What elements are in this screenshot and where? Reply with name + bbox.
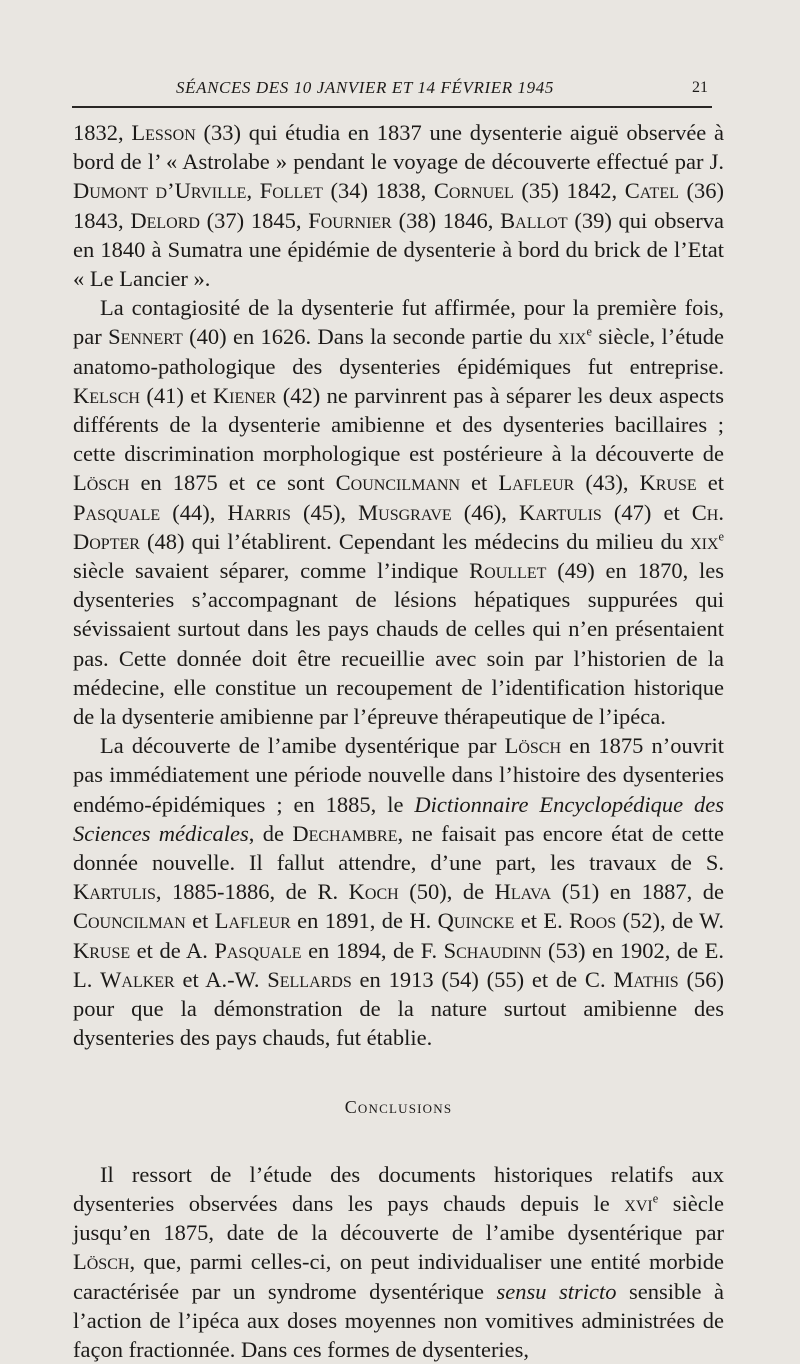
superscript: e bbox=[652, 1191, 659, 1206]
conclusion-paragraph bbox=[73, 1160, 724, 1364]
text-run: et bbox=[460, 470, 499, 496]
text-run: et A.-W. bbox=[174, 966, 268, 992]
author-name: Lösch bbox=[73, 470, 130, 496]
author-name: Quincke bbox=[437, 908, 515, 934]
text-run: (43), bbox=[574, 470, 640, 496]
author-name: Kruse bbox=[73, 937, 131, 963]
author-name: Ch. Dopter bbox=[73, 499, 724, 554]
text-run: (41) et bbox=[139, 382, 213, 408]
author-name: Roullet bbox=[469, 558, 547, 584]
author-name: Cornuel bbox=[433, 178, 514, 204]
superscript: e bbox=[718, 529, 724, 544]
text-run: (46), bbox=[451, 499, 519, 525]
author-name: Ballot bbox=[500, 207, 568, 233]
author-name: Harris bbox=[227, 499, 291, 525]
text-run: (50), de bbox=[398, 879, 495, 905]
text-run: en 1875 et ce sont bbox=[129, 470, 336, 496]
text-run: Il ressort de l’étude des documents historiques relatifs aux dysenteries observées dans les pays chauds depuis le bbox=[73, 1161, 724, 1216]
text-run: et de A. bbox=[130, 937, 215, 963]
text-run: (52), de W. bbox=[616, 908, 724, 934]
text-run: La contagiosité de la dysenterie fut affirmée, pour la première fois, par bbox=[73, 295, 724, 350]
author-name: Kiener bbox=[212, 382, 277, 408]
author-name: Catel bbox=[624, 178, 679, 204]
author-name: Lösch bbox=[73, 1249, 130, 1275]
paragraph-3 bbox=[73, 731, 724, 1052]
running-head: SÉANCES DES 10 JANVIER ET 14 FÉVRIER 1945 bbox=[176, 78, 554, 97]
author-name: Delord bbox=[130, 207, 200, 233]
text-run: siècle jusqu’en 1875, date de la découverte de l’amibe dysentérique par bbox=[73, 1190, 725, 1246]
text-run: et bbox=[696, 470, 724, 496]
page-number: 21 bbox=[692, 79, 708, 96]
text-run: (36) 1843, bbox=[73, 178, 724, 233]
author-name: Pasquale bbox=[73, 499, 161, 525]
superscript: e bbox=[586, 324, 592, 339]
paragraph-2 bbox=[73, 293, 724, 731]
author-name: Roos bbox=[569, 908, 617, 934]
text-run: (42) ne parvinrent pas à séparer les deux aspects différents de la dysenterie amibienne et des dysenteries bacillaires ; cette discrimination morphologique est postérieure à la découverte de bbox=[73, 382, 724, 467]
author-name: xix bbox=[690, 528, 719, 554]
author-name: Sennert bbox=[108, 324, 183, 350]
author-name: xvi bbox=[624, 1190, 653, 1216]
author-name: Lafleur bbox=[498, 470, 575, 496]
author-name: Dechambre bbox=[292, 820, 398, 846]
text-run: et bbox=[185, 908, 215, 934]
author-name: Lösch bbox=[504, 733, 562, 759]
author-name: Koch bbox=[348, 879, 399, 905]
author-name: Kruse bbox=[639, 470, 697, 496]
text-run: , 1885-1886, de R. bbox=[155, 879, 349, 905]
author-name: Sellards bbox=[267, 966, 352, 992]
text-run: (44), bbox=[160, 499, 228, 525]
text-run: (40) en 1626. Dans la seconde partie du bbox=[182, 324, 559, 350]
paragraph-1 bbox=[73, 118, 724, 293]
italic-title: sensu stricto bbox=[496, 1278, 617, 1304]
text-run: (38) 1846, bbox=[391, 207, 501, 233]
text-run: en 1891, de H. bbox=[290, 908, 438, 934]
text-run: (35) 1842, bbox=[513, 178, 625, 204]
text-run: (56) pour que la démonstration de la nature surtout amibienne des dysenteries des pays chauds, fut établie. bbox=[73, 966, 724, 1051]
text-run: (45), bbox=[290, 499, 359, 525]
text-run: 1832, bbox=[73, 120, 132, 145]
text-run: , de bbox=[248, 820, 293, 846]
text-run: et E. bbox=[514, 908, 570, 934]
author-name: Hlava bbox=[494, 879, 552, 905]
italic-title: Dictionnaire Encyclopédique des Sciences médicales bbox=[73, 791, 724, 846]
section-heading: Conclusions bbox=[344, 1096, 453, 1117]
text-run: en 1875 n’ouvrit pas immédiatement une période nouvelle dans l’histoire des dysenteries endémo-épidémiques ; en 1885, le bbox=[73, 733, 724, 817]
text-run: (48) qui l’établirent. Cependant les médecins du milieu du bbox=[139, 528, 691, 554]
text-run: (33) qui étudia en 1837 une dysenterie aiguë observée à bord de l’ « Astrolabe » pendant le voyage de découverte effectué par J. bbox=[73, 120, 724, 175]
text-run: siècle, l’étude anatomo-pathologique des dysenteries épidémiques fut entreprise. bbox=[73, 324, 725, 379]
text-run: (53) en 1902, de E. L. bbox=[73, 937, 725, 992]
author-name: Lafleur bbox=[214, 908, 291, 934]
text-run: (47) et bbox=[601, 499, 692, 525]
author-name: Fournier bbox=[308, 207, 392, 233]
body-text bbox=[73, 118, 724, 1364]
text-run: , ne faisait pas encore état de cette donnée nouvelle. Il fallut attendre, d’une part, les travaux de S. bbox=[73, 820, 724, 876]
text-run: (34) 1838, bbox=[322, 178, 434, 204]
text-run: , que, parmi celles-ci, on peut individualiser une entité morbide caractérisée par un syndrome dysentérique bbox=[73, 1249, 724, 1304]
author-name: Walker bbox=[100, 966, 175, 992]
author-name: Follet bbox=[259, 178, 323, 204]
author-name: Kartulis bbox=[73, 879, 156, 905]
author-name: xix bbox=[558, 324, 587, 350]
text-run: siècle savaient séparer, comme l’indique bbox=[73, 558, 470, 584]
page-header bbox=[72, 74, 712, 108]
author-name: Kartulis bbox=[518, 499, 602, 525]
author-name: Schaudinn bbox=[443, 937, 542, 963]
author-name: Mathis bbox=[613, 966, 679, 992]
text-run: en 1894, de F. bbox=[301, 937, 444, 963]
text-run: sensible à l’action de l’ipéca aux doses moyennes non vomitives administrées de façon fractionnée. Dans ces formes de dysenteries, bbox=[73, 1278, 724, 1362]
author-name: Kelsch bbox=[73, 382, 140, 408]
text-run: La découverte de l’amibe dysentérique par bbox=[100, 733, 505, 759]
text-run: en 1913 (54) (55) et de C. bbox=[351, 966, 614, 992]
text-run: (39) qui observa en 1840 à Sumatra une épidémie de dysenterie à bord du brick de l’Etat « Le Lancier ». bbox=[73, 207, 724, 292]
author-name: Pasquale bbox=[214, 937, 302, 963]
author-name: Councilmann bbox=[335, 470, 461, 496]
text-run: (51) en 1887, de bbox=[551, 879, 724, 905]
author-name: Musgrave bbox=[358, 499, 452, 525]
text-run: (37) 1845, bbox=[199, 207, 309, 233]
author-name: Dumont d’Urville bbox=[73, 178, 247, 204]
author-name: Councilman bbox=[73, 908, 186, 934]
text-run: , bbox=[246, 178, 260, 204]
author-name: Lesson bbox=[131, 120, 196, 145]
text-run: (49) en 1870, les dysenteries s’accompagnant de lésions hépatiques suppurées qui sévissaient surtout dans les pays chauds de celles qui n’en présentaient pas. Cette donnée doit être recueillie avec soin par l’historien de la médecine, elle constitue un recoupement de l’identification historique de la dysenterie amibienne par l’épreuve thérapeutique de l’ipéca. bbox=[73, 558, 725, 730]
